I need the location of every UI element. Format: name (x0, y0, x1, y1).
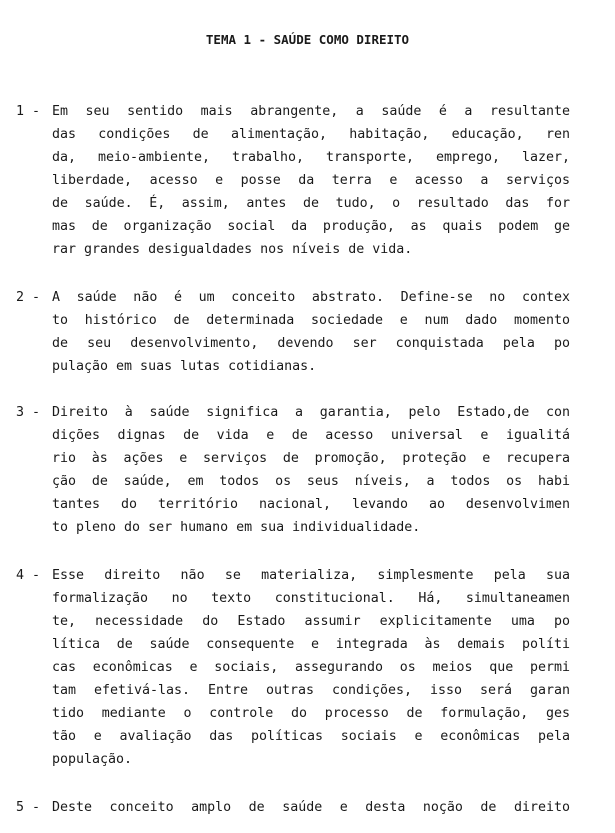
text-line: Em seu sentido mais abrangente, a saúde é a resultante (52, 104, 570, 119)
paragraph-number: 5 - (16, 800, 41, 815)
text-line: Direito à saúde significa a garantia, pelo Estado,de con (52, 405, 570, 420)
page-title: TEMA 1 - SAÚDE COMO DIREITO (205, 32, 410, 47)
text-line: de saúde. É, assim, antes de tudo, o resultado das for (52, 196, 570, 211)
text-line: tido mediante o controle do processo de formulação, ges (52, 706, 570, 721)
text-line: população. (52, 752, 133, 767)
text-line: cas econômicas e sociais, assegurando os meios que permi (52, 660, 570, 675)
text-line: rio às ações e serviços de promoção, proteção e recupera (52, 451, 570, 466)
paragraph-number: 3 - (16, 405, 41, 420)
text-line: te, necessidade do Estado assumir explicitamente uma po (52, 614, 570, 629)
text-line: liberdade, acesso e posse da terra e acesso a serviços (52, 173, 570, 188)
text-line: tão e avaliação das políticas sociais e econômicas pela (52, 729, 570, 744)
text-line: to pleno do ser humano em sua individualidade. (52, 520, 421, 535)
text-line: das condições de alimentação, habitação, educação, ren (52, 127, 570, 142)
text-line: pulação em suas lutas cotidianas. (52, 359, 317, 374)
paragraph-number: 1 - (16, 104, 41, 119)
text-line: Esse direito não se materializa, simplesmente pela sua (52, 568, 570, 583)
paragraph-number: 2 - (16, 290, 41, 305)
text-line: da, meio-ambiente, trabalho, transporte, emprego, lazer, (52, 150, 570, 165)
text-line: rar grandes desigualdades nos níveis de vida. (52, 242, 413, 257)
text-line: lítica de saúde consequente e integrada às demais políti (52, 637, 570, 652)
text-line: dições dignas de vida e de acesso universal e igualitá (52, 428, 570, 443)
text-line: to histórico de determinada sociedade e num dado momento (52, 313, 570, 328)
text-line: ção de saúde, em todos os seus níveis, a todos os habi (52, 474, 570, 489)
text-line: formalização no texto constitucional. Há, simultaneamen (52, 591, 570, 606)
text-line: tantes do território nacional, levando ao desenvolvimen (52, 497, 570, 512)
text-line: A saúde não é um conceito abstrato. Define-se no contex (52, 290, 570, 305)
text-line: mas de organização social da produção, as quais podem ge (52, 219, 570, 234)
text-line: de seu desenvolvimento, devendo ser conquistada pela po (52, 336, 570, 351)
paragraph-number: 4 - (16, 568, 41, 583)
text-line: tam efetivá-las. Entre outras condições, isso será garan (52, 683, 570, 698)
text-line: Deste conceito amplo de saúde e desta noção de direito (52, 800, 570, 815)
